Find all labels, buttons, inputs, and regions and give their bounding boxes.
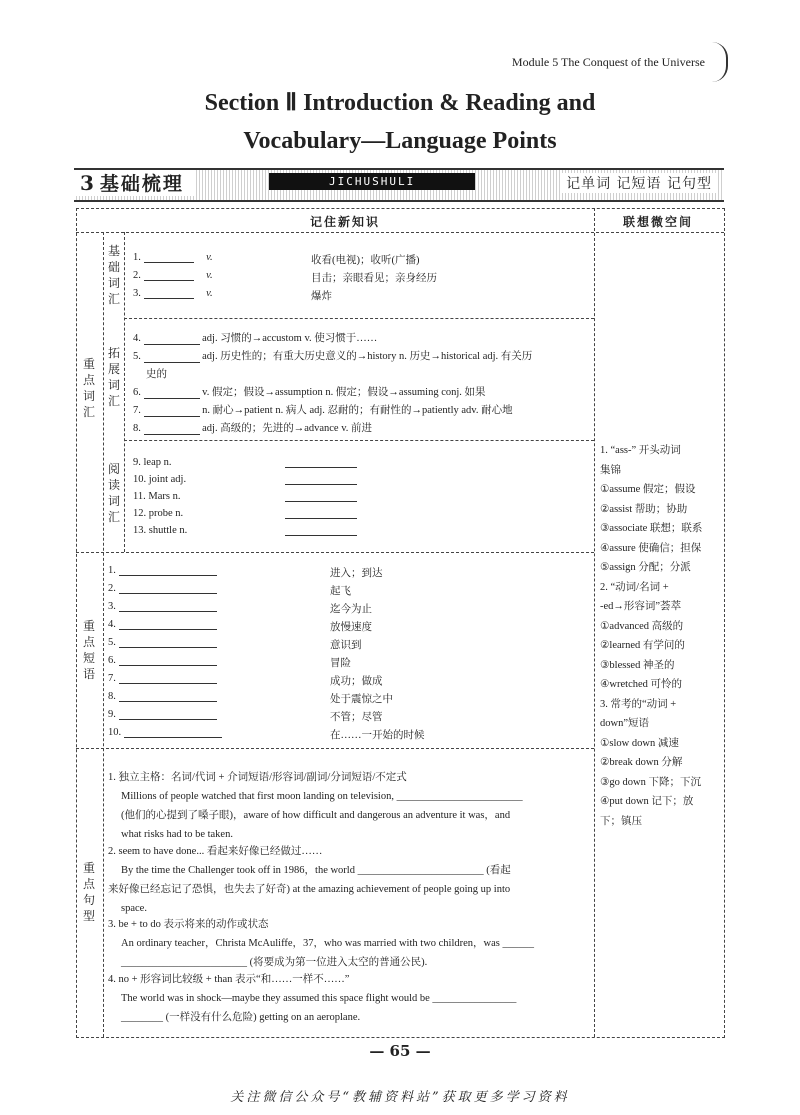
label-column-divider: [103, 232, 104, 1037]
phrase-item: 8. 处于震惊之中: [108, 691, 393, 705]
side-note: 集锦: [600, 464, 621, 476]
side-note: 2. “动词/名词 +: [600, 581, 669, 593]
sublabel-column-divider: [124, 232, 125, 552]
side-note: 1. “ass-” 开头动词: [600, 445, 681, 456]
phrase-item: 6. 冒险: [108, 655, 351, 669]
phrase-item: 2. 起飞: [108, 583, 351, 597]
banner-number: 3: [80, 171, 96, 195]
sentence-line: ________________________ (将要成为第一位进入太空的普通公民).: [121, 957, 428, 968]
basic-item: 3. v. 爆炸: [133, 288, 332, 302]
sentence-line: ________ (一样没有什么危险) getting on an aeroplane.: [121, 1012, 361, 1023]
side-note: ①advanced 高级的: [600, 620, 684, 632]
sentence-line: 来好像已经忘记了恐惧，也失去了好奇) at the amazing achievement of people going up into: [108, 884, 511, 895]
side-note: -ed→形容词”荟萃: [600, 601, 682, 612]
label-key-sentences: 重点句型: [82, 861, 95, 923]
phrases-sentences-divider: [76, 748, 594, 749]
sentence-line: 4. no + 形容词比较级 + than 表示“和……一样不……”: [108, 974, 350, 985]
basic-item: 1. v. 收看(电视)；收听(广播): [133, 252, 420, 266]
table-header-left: 记住新知识: [310, 215, 381, 229]
section-title-line1: Section Ⅱ Introduction & Reading and: [204, 90, 596, 116]
side-note: ③associate 联想；联系: [600, 523, 703, 534]
side-note: ④assure 使确信；担保: [600, 542, 702, 554]
reading-item: 13. shuttle n.: [133, 525, 187, 536]
side-note: ②assist 帮助；协助: [600, 503, 688, 515]
phrase-item: 5. 意识到: [108, 637, 362, 651]
section-banner: [74, 168, 724, 202]
label-key-vocab: 重点词汇: [82, 357, 95, 419]
sentence-line: 3. be + to do 表示将来的动作或状态: [108, 919, 269, 930]
banner-title: [74, 170, 194, 196]
sentence-line: An ordinary teacher，Christa McAuliffe，37，who was married with two children，was ______: [121, 938, 535, 949]
table-header-divider: [76, 232, 724, 233]
banner-pinyin: JICHUSHULI: [269, 173, 475, 190]
banner-main-text: 基础梳理: [99, 173, 184, 195]
header-curve-decoration: [712, 42, 728, 82]
sentence-line: The world was in shock—maybe they assumed this space flight would be ________________: [121, 993, 517, 1004]
reading-item: 12. probe n.: [133, 508, 183, 519]
extend-item: 4. adj. 习惯的→accustom v. 使习惯于……: [133, 333, 378, 344]
side-note: down”短语: [600, 718, 649, 729]
vocab-phrases-divider: [76, 552, 594, 553]
side-note: ①slow down 减速: [600, 737, 679, 749]
page-number: — 65 —: [369, 1042, 431, 1060]
extend-reading-divider: [124, 440, 594, 441]
side-notes: [600, 441, 718, 831]
footer-note: 关注微信公众号“教辅资料站”获取更多学习资料: [230, 1090, 570, 1105]
extend-item: 8. adj. 高级的；先进的→advance v. 前进: [133, 423, 373, 434]
sentence-line: 1. 独立主格：名词/代词 + 介词短语/形容词/副词/分词短语/不定式: [108, 772, 407, 783]
phrase-item: 9. 不管；尽管: [108, 709, 383, 723]
side-note: ④put down 记下；放: [600, 796, 694, 807]
sentence-line: By the time the Challenger took off in 1986，the world ________________________ (看起: [121, 865, 511, 876]
extend-item: 5. adj. 历史性的；有重大历史意义的→history n. 历史→historical adj. 有关历: [133, 351, 533, 362]
extend-item-continued: 史的: [146, 369, 167, 380]
phrase-item: 7. 成功；做成: [108, 673, 383, 687]
extend-item: 7. n. 耐心→patient n. 病人 adj. 忍耐的；有耐性的→patiently adv. 耐心地: [133, 405, 513, 416]
label-reading-vocab: 阅读词汇: [107, 462, 120, 524]
phrase-item: 3. 迄今为止: [108, 601, 372, 615]
label-extend-vocab: 拓展词汇: [107, 346, 120, 408]
side-note: ②break down 分解: [600, 757, 683, 768]
basic-extend-divider: [124, 318, 594, 319]
label-key-phrases: 重点短语: [82, 619, 95, 681]
reading-item: 9. leap n.: [133, 457, 172, 468]
sentence-line: what risks had to be taken.: [121, 829, 233, 840]
side-note: ③go down 下降；下沉: [600, 776, 701, 788]
side-note: ⑤assign 分配；分派: [600, 562, 691, 573]
phrase-item: 10. 在……一开始的时候: [108, 727, 425, 741]
reading-item: 11. Mars n.: [133, 491, 180, 502]
sentence-line: (他们的心提到了嗓子眼)，aware of how difficult and dangerous an adventure it was，and: [121, 810, 511, 821]
sentence-line: Millions of people watched that first moon landing on television, ________________________: [121, 791, 523, 802]
sentence-line: 2. seem to have done... 看起来好像已经做过……: [108, 846, 323, 857]
side-note: 3. 常考的“动词 +: [600, 698, 677, 710]
side-note: ③blessed 神圣的: [600, 659, 675, 671]
extend-item: 6. v. 假定；假设→assumption n. 假定；假设→assuming conj. 如果: [133, 387, 486, 398]
phrase-item: 1. 进入；到达: [108, 565, 383, 579]
side-note: 下；镇压: [600, 815, 642, 827]
banner-subtitle: 记单词 记短语 记句型: [562, 173, 716, 193]
side-note: ④wretched 可怜的: [600, 679, 683, 690]
phrase-item: 4. 放慢速度: [108, 619, 372, 633]
label-basic-vocab: 基础词汇: [107, 244, 120, 306]
side-note: ②learned 有学问的: [600, 640, 685, 651]
section-title-line2: Vocabulary—Language Points: [243, 128, 557, 154]
side-note: ①assume 假定；假设: [600, 484, 696, 495]
basic-item: 2. v. 目击；亲眼看见；亲身经历: [133, 270, 437, 284]
table-header-right: 联想微空间: [623, 215, 694, 229]
module-header: Module 5 The Conquest of the Universe: [511, 55, 705, 69]
sentence-line: space.: [121, 903, 147, 914]
reading-item: 10. joint adj.: [133, 474, 186, 485]
